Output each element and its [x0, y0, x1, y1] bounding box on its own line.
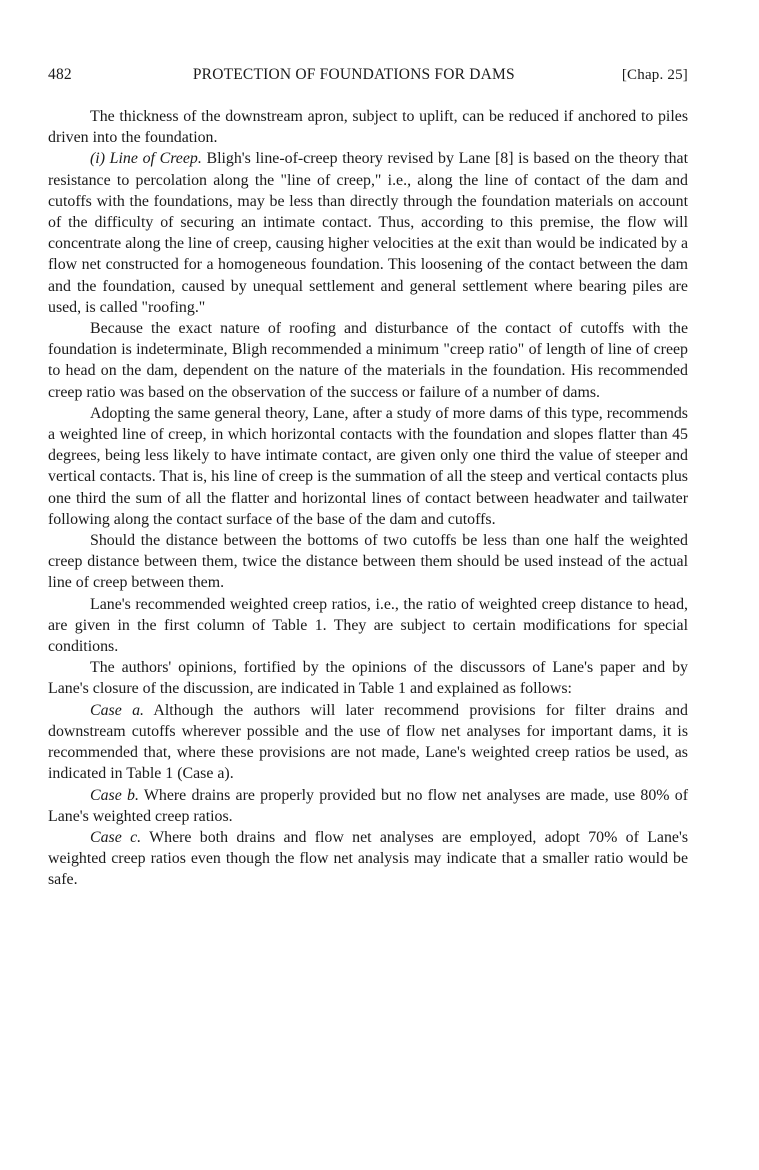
running-title: PROTECTION OF FOUNDATIONS FOR DAMS: [192, 66, 515, 83]
case-lead: Case a.: [90, 701, 144, 719]
paragraph: Case c. Where both drains and flow net analyses are employed, adopt 70% of Lane's weighted creep ratios even though the flow net analysis may indicate that a smaller ratio would be safe.: [48, 828, 688, 889]
chapter-label: [Chap. 25]: [621, 67, 688, 83]
paragraph: The thickness of the downstream apron, subject to uplift, can be reduced if anchored to piles driven into the foundation.: [48, 108, 688, 147]
paragraph: Case b. Where drains are properly provided but no flow net analyses are made, use 80% of Lane's weighted creep ratios.: [48, 786, 688, 825]
paragraph: Adopting the same general theory, Lane, after a study of more dams of this type, recommends a weighted line of creep, in which horizontal contacts with the foundation and slopes flatter than 45 degrees, being less likely to have intimate contact, are given only one third the value of steeper and vertical contacts. That is, his line of creep is the summation of all the steep and vertical contacts plus one third the sum of all the flatter and horizontal lines of contact between headwater and tailwater following along the contact surface of the base of the dam and cutoffs.: [48, 404, 688, 528]
section-lead: (i) Line of Creep.: [90, 150, 202, 168]
paragraph: Because the exact nature of roofing and disturbance of the contact of cutoffs with the foundation is indeterminate, Bligh recommended a minimum "creep ratio" of length of line of creep to head on the dam, dependent on the nature of the materials in the foundation. His recommended creep ratio was based on the observation of the success or failure of a number of dams.: [48, 320, 688, 401]
paragraph: Should the distance between the bottoms of two cutoffs be less than one half the weighted creep distance between them, twice the distance between them should be used instead of the actual line of creep between them.: [48, 532, 688, 592]
paragraph: Case a. Although the authors will later recommend provisions for filter drains and downstream cutoffs wherever possible and the use of flow net analyses for important dams, it is recommended that, where these provisions are not made, Lane's weighted creep ratios be used, as indicated in Table 1 (Case a).: [48, 701, 688, 783]
case-lead: Case c.: [90, 828, 142, 846]
case-lead: Case b.: [90, 786, 139, 804]
page-number: 482: [48, 66, 72, 83]
paragraph: Lane's recommended weighted creep ratios, i.e., the ratio of weighted creep distance to head, are given in the first column of Table 1. They are subject to certain modifications for special conditions.: [48, 595, 688, 656]
document-page: [48, 66, 688, 891]
paragraph: The authors' opinions, fortified by the opinions of the discussors of Lane's paper and by Lane's closure of the discussion, are indicated in Table 1 and explained as follows:: [48, 659, 688, 698]
running-header: [48, 66, 688, 84]
paragraph: (i) Line of Creep. Bligh's line-of-creep theory revised by Lane [8] is based on the theory that resistance to percolation along the "line of creep," i.e., along the line of contact of the dam and cutoffs with the foundations, may be less than directly through the foundation materials on account of the difficulty of securing an intimate contact. Thus, according to this premise, the flow will concentrate along the line of creep, causing higher velocities at the exit than would be indicated by a flow net constructed for a homogeneous foundation. This loosening of the contact between the dam and the foundation, caused by unequal settlement and general settlement where bearing piles are used, is called "roofing.": [48, 150, 688, 316]
body-text: [48, 106, 688, 891]
